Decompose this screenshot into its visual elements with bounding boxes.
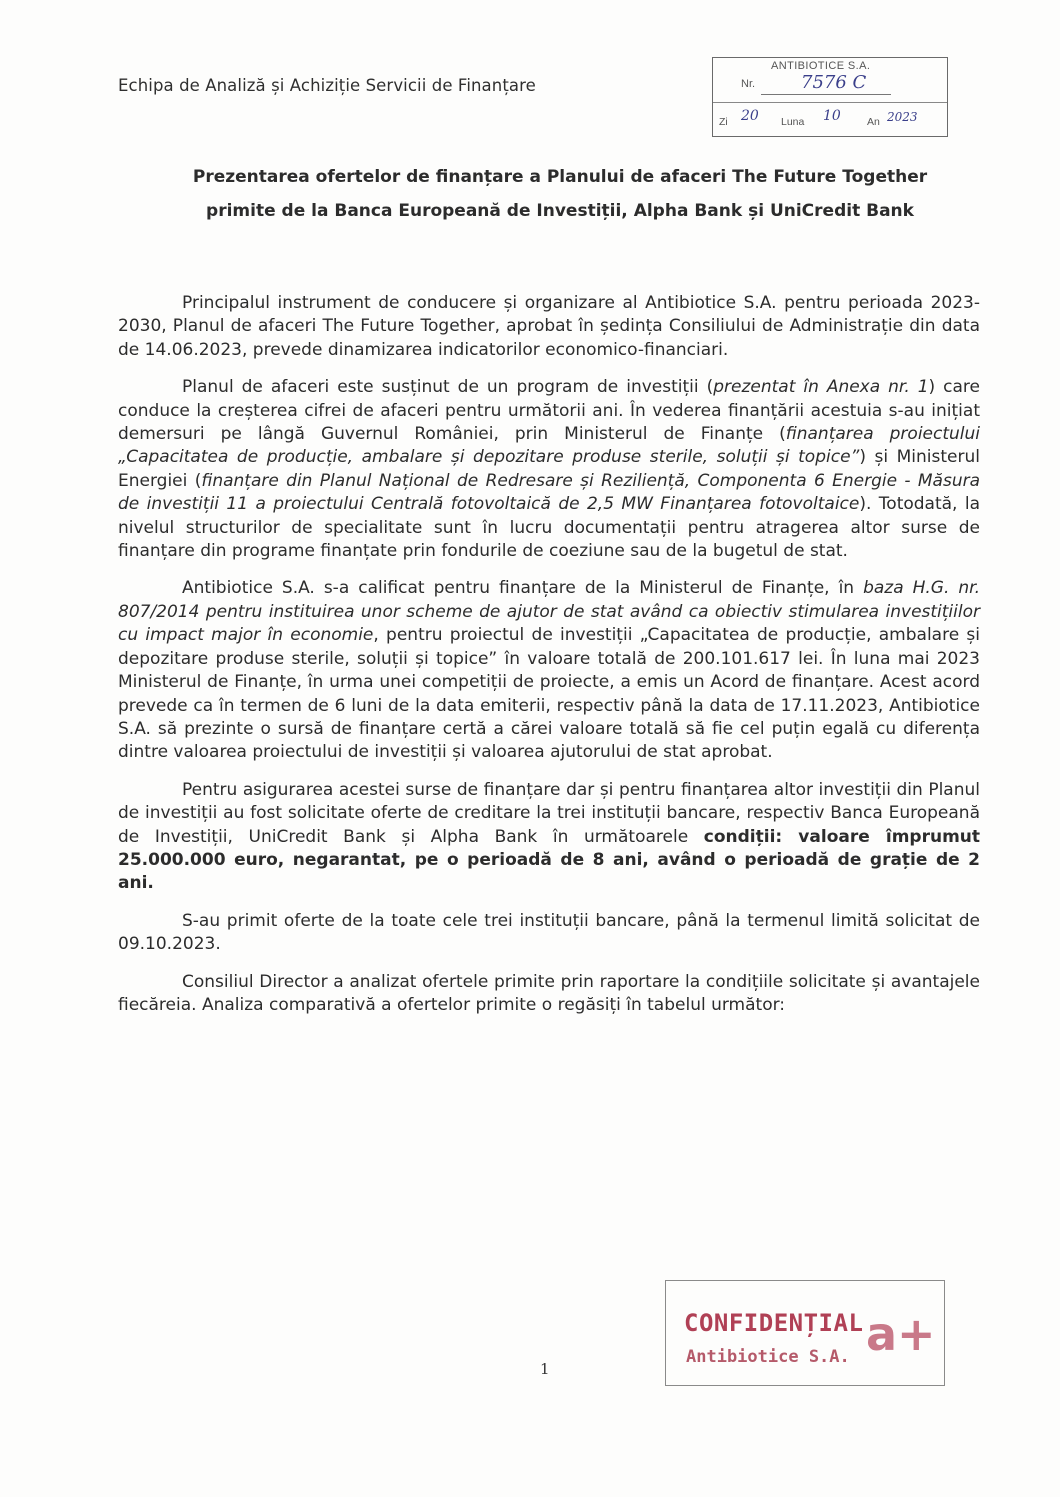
p2-text-c: ) care conduce la creșterea cifrei de afaceri pentru următorii ani. În vederea finanțării acestuia s-au inițiat demersuri pe lângă Guvernul României, prin Ministerul de Finanțe ( bbox=[118, 377, 980, 445]
title-line-1: Prezentarea ofertelor de finanțare a Planului de afaceri The Future Together bbox=[192, 167, 928, 187]
stamp-luna-label: Luna bbox=[781, 116, 805, 128]
p4-conditions: condiții: valoare împrumut 25.000.000 euro, negarantat, pe o perioadă de 8 ani, având o perioadă de grație de 2 ani. bbox=[118, 826, 981, 894]
paragraph-1: Principalul instrument de conducere și organizare al Antibiotice S.A. pentru perioada 2023-2030, Planul de afaceri The Future Together, aprobat în ședința Consiliului de Administrație din data de 14.06.2023, prevede dinamizarea indicatorilor economico-financiari. bbox=[118, 293, 980, 360]
stamp-zi-label: Zi bbox=[719, 116, 728, 128]
team-heading: Echipa de Analiză și Achiziție Servicii de Finanțare bbox=[118, 76, 536, 95]
p4-text-a: Pentru asigurarea acestei surse de finanțare dar și pentru finanțarea altor investiții din Planul de investiții au fost solicitate oferte de creditare la trei instituții bancare, respectiv Banca Europeană de Investiții, UniCredit Bank și Alpha Bank în următoarele bbox=[118, 779, 980, 847]
p2-annex-ref: prezentat în Anexa nr. 1 bbox=[713, 377, 929, 398]
company-logo: a+ bbox=[866, 1307, 936, 1361]
paragraph-4 bbox=[118, 779, 980, 896]
stamp-nr-label: Nr. bbox=[741, 78, 756, 90]
stamp-an-value: 2023 bbox=[887, 110, 918, 124]
p2-project-1: finanțarea proiectului „Capacitatea de producție, ambalare și depozitare produse sterile, soluții și topice” bbox=[118, 424, 981, 468]
p2-text-e: ) și Ministerul Energiei ( bbox=[118, 447, 980, 491]
stamp-nr-line bbox=[761, 94, 891, 95]
stamp-an-label: An bbox=[867, 116, 880, 128]
confidential-label: CONFIDENȚIAL bbox=[684, 1309, 864, 1337]
paragraph-5: S-au primit oferte de la toate cele trei instituții bancare, până la termenul limită solicitat de 09.10.2023. bbox=[118, 910, 980, 955]
p3-text-a: Antibiotice S.A. s-a calificat pentru finanțare de la Ministerul de Finanțe, în bbox=[182, 578, 864, 599]
p2-project-2: finanțare din Planul Național de Redresare și Reziliență, Componenta 6 Energie - Măsura de investiții 11 a proiectului Centrală fotovoltaică de 2,5 MW Finanțarea fotovoltaice bbox=[118, 470, 980, 515]
registration-stamp bbox=[712, 57, 948, 137]
stamp-divider bbox=[713, 102, 947, 103]
p3-text-c: , pentru proiectul de investiții „Capacitatea de producție, ambalare și depozitare produse sterile, soluții și topice” în valoare totală de 200.101.617 lei. În luna mai 2023 Ministerul de Finanțe, în urma unei competiții de proiecte, a emis un Acord de finanțare. Acest acord prevede ca în termen de 6 luni de la data emiterii, respectiv până la data de 17.11.2023, Antibiotice S.A. să prezinte o sursă de finanțare certă a cărei valoare totală să fie cel puțin egală cu diferența dintre valoarea proiectului de investiții și valoarea ajutorului de stat aprobat. bbox=[118, 625, 981, 763]
document-title bbox=[120, 160, 1000, 228]
p2-text-a: Planul de afaceri este susținut de un program de investiții ( bbox=[182, 377, 714, 398]
page-number: 1 bbox=[540, 1360, 550, 1378]
paragraph-6: Consiliul Director a analizat ofertele primite prin raportare la condițiile solicitate și avantajele fiecăreia. Analiza comparativă a ofertelor primite o regăsiți în tabelul următor: bbox=[118, 971, 980, 1015]
title-line-2: primite de la Banca Europeană de Investiții, Alpha Bank și UniCredit Bank bbox=[206, 201, 914, 221]
stamp-zi-value: 20 bbox=[741, 108, 759, 124]
confidential-stamp bbox=[665, 1280, 945, 1386]
paragraph-3 bbox=[118, 577, 980, 764]
stamp-luna-value: 10 bbox=[823, 108, 841, 124]
document-body bbox=[118, 292, 980, 1031]
paragraph-2 bbox=[118, 376, 980, 563]
stamp-company: ANTIBIOTICE S.A. bbox=[771, 60, 871, 72]
confidential-company: Antibiotice S.A. bbox=[686, 1347, 850, 1367]
stamp-nr-value: 7576 C bbox=[801, 72, 867, 93]
p3-legal-ref: baza H.G. nr. 807/2014 pentru instituirea unor scheme de ajutor de stat având ca obiectiv stimularea investițiilor cu impact major în economie bbox=[118, 578, 980, 646]
p2-text-g: ). Totodată, la nivelul structurilor de specialitate sunt în lucru documentații pentru atragerea altor surse de finanțare din programe finanțate prin fondurile de coeziune sau de la bugetul de stat. bbox=[118, 494, 980, 562]
